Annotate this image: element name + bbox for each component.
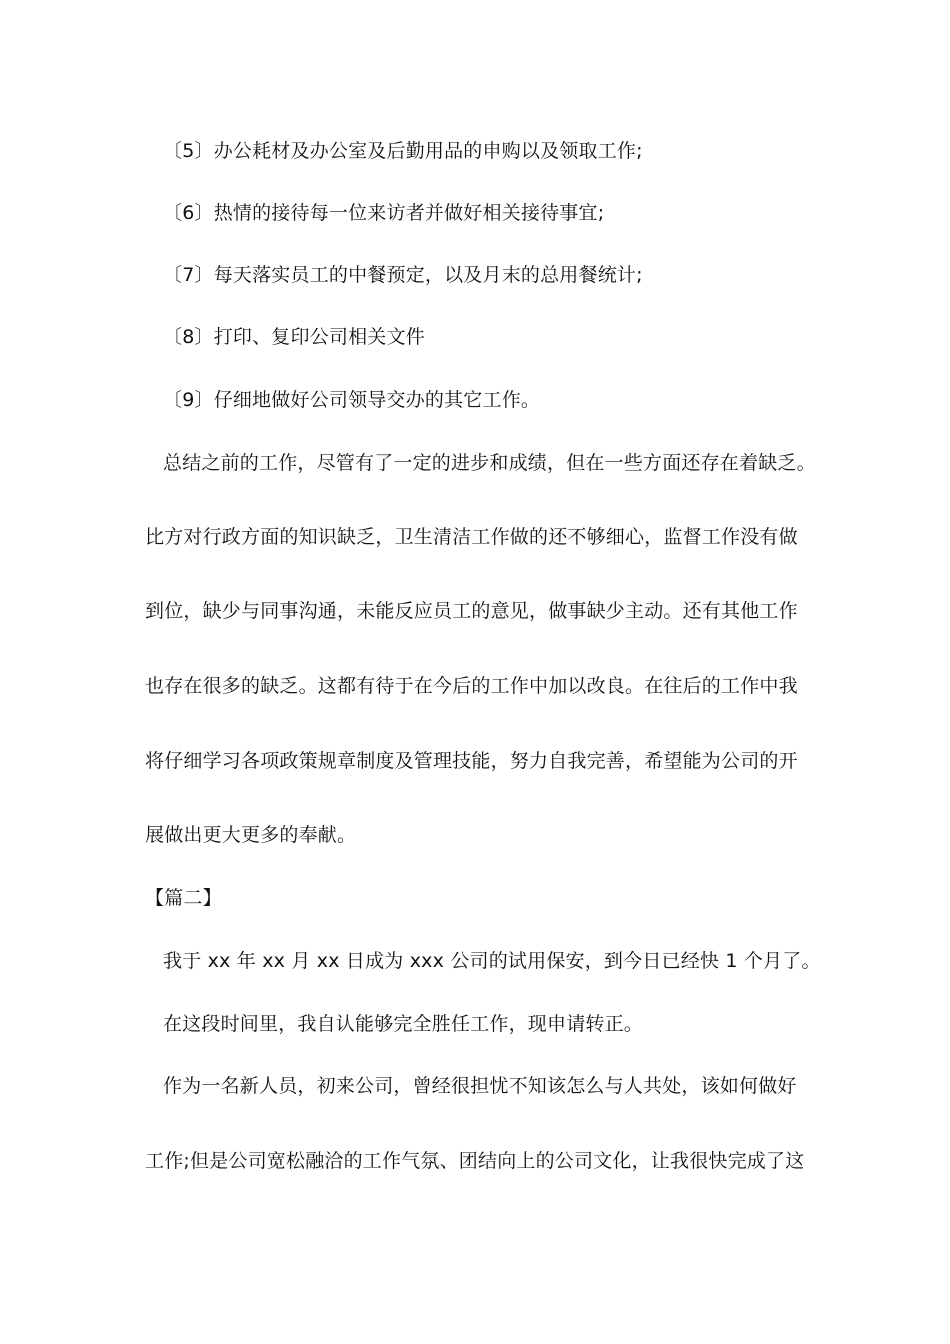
section2-line-1: 作为一名新人员，初来公司，曾经很担忧不知该怎么与人共处，该如何做好 bbox=[163, 1075, 797, 1097]
list-item-7: 〔7〕每天落实员工的中餐预定，以及月末的总用餐统计; bbox=[163, 264, 643, 286]
summary-line-1: 总结之前的工作，尽管有了一定的进步和成绩，但在一些方面还存在着缺乏。 bbox=[163, 452, 816, 474]
list-item-5: 〔5〕办公耗材及办公室及后勤用品的申购以及领取工作; bbox=[163, 140, 643, 162]
section2-intro: 我于 xx 年 xx 月 xx 日成为 xxx 公司的试用保安，到今日已经快 1 个月了。 bbox=[163, 950, 821, 972]
summary-line-2: 比方对行政方面的知识缺乏，卫生清洁工作做的还不够细心，监督工作没有做 bbox=[145, 526, 798, 548]
section2-line-2: 工作;但是公司宽松融洽的工作气氛、团结向上的公司文化，让我很快完成了这 bbox=[145, 1150, 805, 1172]
section-heading: 【篇二】 bbox=[145, 887, 222, 909]
list-item-6: 〔6〕热情的接待每一位来访者并做好相关接待事宜; bbox=[163, 202, 605, 224]
list-item-8: 〔8〕打印、复印公司相关文件 bbox=[163, 326, 425, 348]
summary-line-4: 也存在很多的缺乏。这都有待于在今后的工作中加以改良。在往后的工作中我 bbox=[145, 675, 798, 697]
section2-statement: 在这段时间里，我自认能够完全胜任工作，现申请转正。 bbox=[163, 1013, 644, 1035]
list-item-9: 〔9〕仔细地做好公司领导交办的其它工作。 bbox=[163, 389, 541, 411]
summary-line-3: 到位，缺少与同事沟通，未能反应员工的意见，做事缺少主动。还有其他工作 bbox=[145, 600, 798, 622]
summary-line-6: 展做出更大更多的奉献。 bbox=[145, 824, 357, 846]
summary-line-5: 将仔细学习各项政策规章制度及管理技能，努力自我完善，希望能为公司的开 bbox=[145, 750, 798, 772]
